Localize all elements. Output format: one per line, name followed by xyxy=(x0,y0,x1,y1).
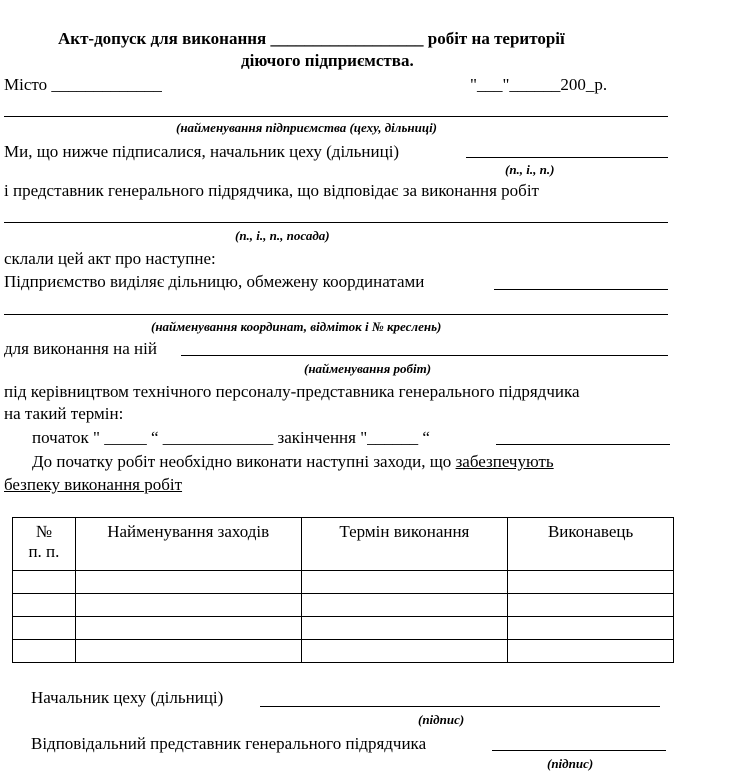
text-sign-chief: Начальник цеху (дільниці) xyxy=(31,688,224,707)
table-cell[interactable] xyxy=(301,617,508,640)
text-enterprise-allocates: Підприємство виділяє дільницю, обмежену координатами xyxy=(4,272,425,291)
title-line-2: діючого підприємства. xyxy=(241,51,414,70)
chief-name-line xyxy=(466,157,668,158)
table-cell[interactable] xyxy=(13,617,76,640)
text-measures-plain: До початку робіт необхідно виконати наступні заходи, що xyxy=(32,452,452,471)
table-cell[interactable] xyxy=(508,594,674,617)
title-line-1: Акт-допуск для виконання __________________ робіт на території xyxy=(58,29,565,48)
table-row xyxy=(13,640,674,663)
table-cell[interactable] xyxy=(75,594,301,617)
header-number: № п. п. xyxy=(13,518,76,571)
table-header-row xyxy=(13,518,674,571)
representative-signature-line xyxy=(492,750,666,751)
caption-work-name: (найменування робіт) xyxy=(304,361,432,376)
caption-pip-1: (п., і., п.) xyxy=(505,162,555,177)
text-compiled: склали цей акт про наступне: xyxy=(4,249,216,268)
representative-name-line xyxy=(4,222,668,223)
table-cell[interactable] xyxy=(301,640,508,663)
table-cell[interactable] xyxy=(75,640,301,663)
text-term: на такий термін: xyxy=(4,404,124,423)
table-cell[interactable] xyxy=(75,617,301,640)
text-measures xyxy=(32,452,554,472)
work-name-line xyxy=(181,355,668,356)
text-supervision: під керівництвом технічного персоналу-представника генерального підрядчика xyxy=(4,382,580,401)
text-for-work: для виконання на ній xyxy=(4,339,157,358)
table-row xyxy=(13,617,674,640)
table-cell[interactable] xyxy=(508,617,674,640)
table-cell[interactable] xyxy=(13,571,76,594)
table-cell[interactable] xyxy=(301,571,508,594)
table-row xyxy=(13,571,674,594)
caption-signature-1: (підпис) xyxy=(418,712,465,727)
text-start-end: початок " _____ “ _____________ закінчення "______ “ xyxy=(32,428,430,447)
header-executor: Виконавець xyxy=(508,518,674,571)
text-we-undersigned: Ми, що нижче підписалися, начальник цеху (дільниці) xyxy=(4,142,400,161)
caption-pip-position: (п., і., п., посада) xyxy=(235,228,330,243)
header-measures: Найменування заходів xyxy=(75,518,301,571)
table-row xyxy=(13,594,674,617)
enterprise-name-line xyxy=(4,116,668,117)
measures-table xyxy=(12,517,674,663)
text-measures-underlined-1: забезпечують xyxy=(455,452,554,471)
table-cell[interactable] xyxy=(301,594,508,617)
city-field: Місто _____________ xyxy=(4,75,162,94)
chief-signature-line xyxy=(260,706,660,707)
caption-signature-2: (підпис) xyxy=(547,756,594,771)
table-cell[interactable] xyxy=(75,571,301,594)
text-representative: і представник генерального підрядчика, що відповідає за виконання робіт xyxy=(4,181,539,200)
table-cell[interactable] xyxy=(508,640,674,663)
date-field: "___"______200_р. xyxy=(470,75,608,94)
coordinates-line-1 xyxy=(494,289,668,290)
table-cell[interactable] xyxy=(13,594,76,617)
table-cell[interactable] xyxy=(508,571,674,594)
header-term: Термін виконання xyxy=(301,518,508,571)
table-cell[interactable] xyxy=(13,640,76,663)
text-measures-underlined-2: безпеку виконання робіт xyxy=(4,475,183,494)
end-date-line xyxy=(496,444,670,445)
text-sign-representative: Відповідальний представник генерального підрядчика xyxy=(31,734,427,753)
coordinates-line-2 xyxy=(4,314,668,315)
caption-coordinates: (найменування координат, відміток і № креслень) xyxy=(151,319,442,334)
caption-enterprise: (найменування підприємства (цеху, дільниці) xyxy=(176,120,438,135)
